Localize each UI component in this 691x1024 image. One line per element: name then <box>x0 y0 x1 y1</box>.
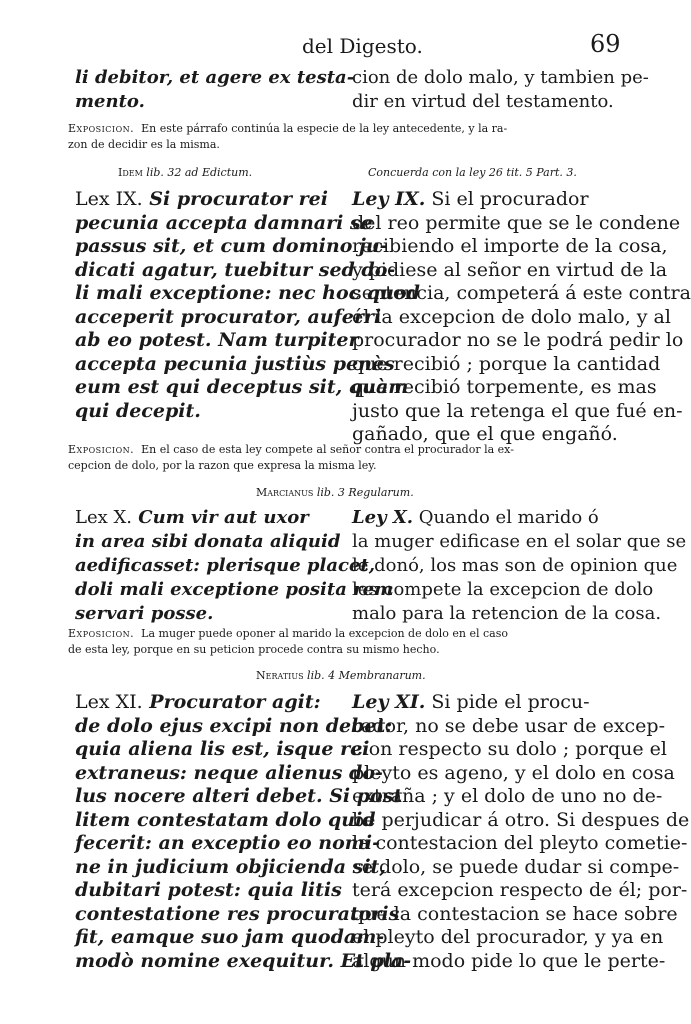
text-line: quia aliena lis est, isque rei <box>75 738 370 760</box>
text-line: zon de decidir es la misma. <box>68 138 220 151</box>
text-line: les compete la excepcion de dolo <box>352 579 654 600</box>
text-line: la contestacion del pleyto cometie- <box>352 832 688 854</box>
text-line: malo para la retencion de la cosa. <box>352 603 662 624</box>
text-line: que recibió ; porque la cantidad <box>352 352 661 375</box>
text-line: él la excepcion de dolo malo, y al <box>352 305 671 328</box>
text-line: cion de dolo malo, y tambien pe- <box>352 67 649 88</box>
source-citation: Marcianus lib. 3 Regularum. <box>256 486 414 499</box>
text-line: be perjudicar á otro. Si despues de <box>352 808 690 831</box>
text-line: acceperit procurator, auferri <box>75 305 382 328</box>
exposition-1 <box>68 121 616 153</box>
text-line: pecunia accepta damnari se <box>75 211 373 234</box>
text-line: eum est qui deceptus sit, quàm <box>75 376 409 398</box>
text-line: rador, no se debe usar de excep- <box>352 714 665 737</box>
text-line: ne in judicium objicienda sit, <box>75 855 386 878</box>
text-line: Si pide el procu- <box>425 691 590 713</box>
text-line: passus sit, et cum domino ju- <box>75 235 388 257</box>
text-line: qui decepit. <box>75 399 201 422</box>
text-line: Quando el marido ó <box>413 507 599 528</box>
text-line: dubitari potest: quia litis <box>75 879 342 901</box>
lex-heading: Lex X. <box>75 507 133 528</box>
text-line: Cum vir aut uxor <box>132 507 309 528</box>
source-citation: Idem lib. 32 ad Edictum. <box>118 166 253 179</box>
lex-heading: Lex XI. <box>75 691 143 713</box>
ley-heading: Ley XI. <box>352 691 426 713</box>
text-line: ab eo potest. Nam turpiter <box>75 329 359 351</box>
ley-9-spanish <box>352 188 691 447</box>
text-line: aedificasset: plerisque placet, <box>75 555 375 576</box>
text-line: servari posse. <box>75 603 214 624</box>
exposition-label: Exposicion. <box>68 122 135 135</box>
text-line: algun modo pide lo que le perte- <box>352 949 666 972</box>
text-line: Si el procurador <box>425 188 589 210</box>
exposition-label: Exposicion. <box>68 627 135 640</box>
text-line: el pleyto del procurador, y ya en <box>352 926 664 948</box>
exposition-label: Exposicion. <box>68 443 135 456</box>
text-line: sentencia, competerá á este contra <box>352 282 691 304</box>
text-line: modò nomine exequitur. Et pla- <box>75 949 412 972</box>
text-line: in area sibi donata aliquid <box>75 531 341 552</box>
text-line: dicati agatur, tuebitur sed do- <box>75 258 396 281</box>
text-line: de esta ley, porque en su peticion procede contra su mismo hecho. <box>68 643 440 656</box>
text-line: le donó, los mas son de opinion que <box>352 555 678 576</box>
text-line: la muger edificase en el solar que se <box>352 531 687 552</box>
latin-continuation <box>75 66 355 114</box>
text-line: La muger puede oponer al marido la excepcion de dolo en el caso <box>141 627 508 640</box>
source-citation: Neratius lib. 4 Membranarum. <box>256 669 426 682</box>
text-line: que la contestacion se hace sobre <box>352 902 678 925</box>
text-line: cepcion de dolo, por la razon que expresa la misma ley. <box>68 459 377 472</box>
text-line: dir en virtud del testamento. <box>352 91 614 112</box>
exposition-3 <box>68 626 616 658</box>
text-line: Si procurator rei <box>142 188 328 210</box>
text-line: lus nocere alteri debet. Si post <box>75 785 403 807</box>
text-line: del reo permite que se le condene <box>352 211 681 234</box>
concordance-citation: Concuerda con la ley 26 tit. 5 Part. 3. <box>368 166 577 179</box>
text-line: extraneus: neque alienus do- <box>75 761 383 784</box>
text-line: Procurator agit: <box>142 691 321 713</box>
text-line: gañado, que el que engañó. <box>352 423 618 445</box>
text-line: li debitor, et agere ex testa- <box>75 67 355 88</box>
text-line: recibiendo el importe de la cosa, <box>352 235 668 257</box>
text-line: terá excepcion respecto de él; por- <box>352 879 688 901</box>
text-line: accepta pecunia justiùs penès <box>75 352 395 375</box>
text-line: mento. <box>75 91 145 112</box>
ley-10-spanish <box>352 506 687 626</box>
text-line: contestatione res procuratoris <box>75 902 400 925</box>
spanish-continuation <box>352 66 649 114</box>
page-number: 69 <box>590 30 621 58</box>
text-line: En el caso de esta ley compete al señor contra el procurador la ex- <box>141 443 514 456</box>
text-line: cion respecto su dolo ; porque el <box>352 738 667 760</box>
text-line: se dolo, se puede dudar si compe- <box>352 855 680 878</box>
lex-heading: Lex IX. <box>75 188 143 210</box>
exposition-2 <box>68 442 616 474</box>
text-line: fit, eamque suo jam quodam- <box>75 926 385 948</box>
text-line: procurador no se le podrá pedir lo <box>352 329 684 351</box>
text-line: li mali exceptione: nec hoc quod <box>75 282 420 304</box>
text-line: litem contestatam dolo quid <box>75 808 376 831</box>
running-header: del Digesto. <box>302 34 423 58</box>
text-line: de dolo ejus excipi non debet: <box>75 714 393 737</box>
text-line: doli mali exceptione posita rem <box>75 579 394 600</box>
ley-heading: Ley X. <box>352 507 414 528</box>
text-line: fecerit: an exceptio eo nomi- <box>75 832 381 854</box>
text-line: pleyto es ageno, y el dolo en cosa <box>352 761 675 784</box>
ley-heading: Ley IX. <box>352 188 426 210</box>
ley-11-spanish <box>352 691 690 973</box>
text-line: extraña ; y el dolo de uno no de- <box>352 785 663 807</box>
text-line: y pidiese al señor en virtud de la <box>352 258 668 281</box>
text-line: justo que la retenga el que fué en- <box>352 399 683 422</box>
text-line: que recibió torpemente, es mas <box>352 376 657 398</box>
text-line: En este párrafo continúa la especie de la ley antecedente, y la ra- <box>141 122 508 135</box>
